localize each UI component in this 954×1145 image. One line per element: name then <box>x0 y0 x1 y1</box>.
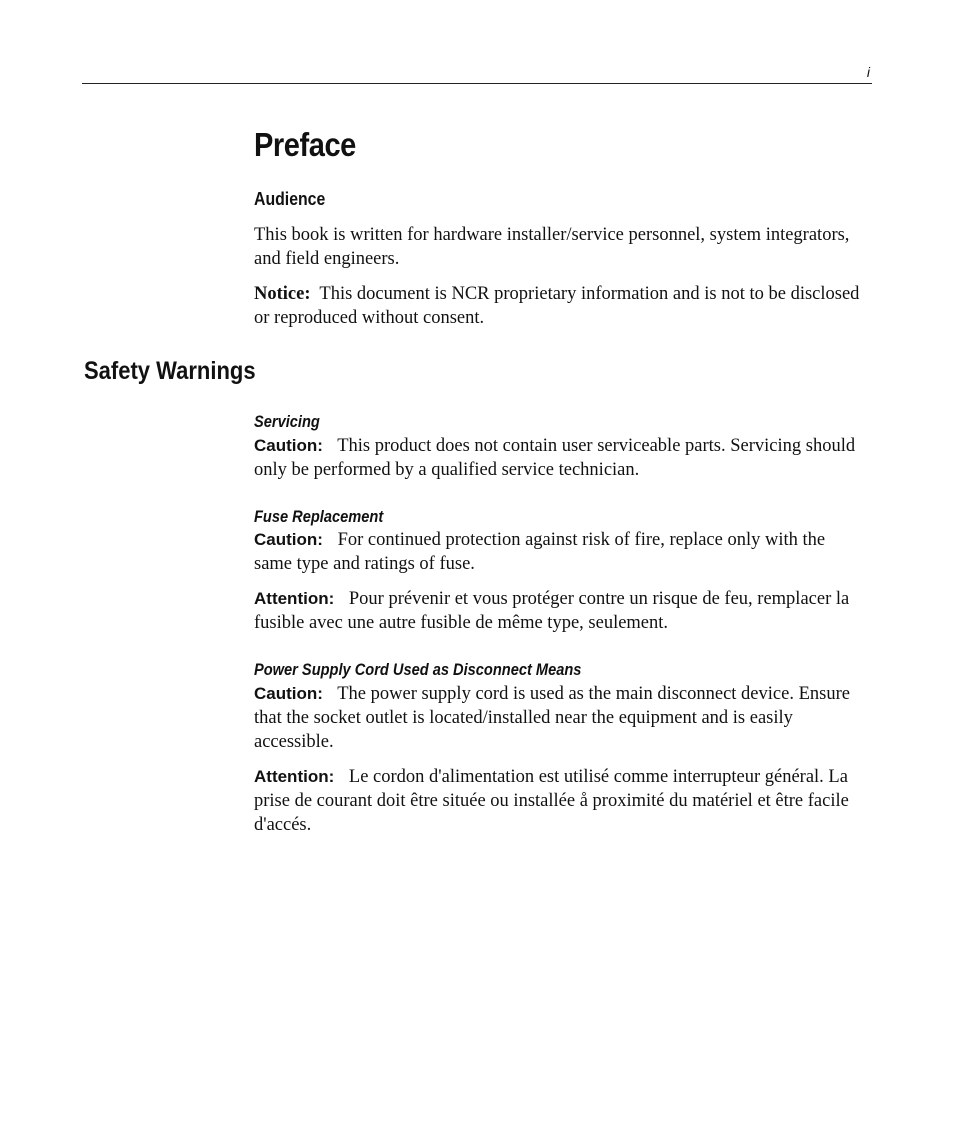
fuse-attention <box>254 587 866 635</box>
notice-paragraph <box>254 282 866 330</box>
servicing-heading: Servicing <box>254 412 320 431</box>
servicing-caution <box>254 434 866 482</box>
audience-heading: Audience <box>254 189 326 209</box>
power-cord-heading: Power Supply Cord Used as Disconnect Means <box>254 660 582 679</box>
power-attention-text: Le cordon d'alimentation est utilisé comme interrupteur général. La prise de courant doit être située ou installée å proximité du matériel et être facile d'accés. <box>254 767 849 835</box>
power-attention <box>254 765 866 837</box>
fuse-caution <box>254 528 866 576</box>
fuse-caution-label: Caution: <box>254 530 323 549</box>
fuse-attention-text: Pour prévenir et vous protéger contre un risque de feu, remplacer la fusible avec une autre fusible de même type, seulement. <box>254 589 850 633</box>
fuse-caution-text: For continued protection against risk of fire, replace only with the same type and ratings of fuse. <box>254 530 826 574</box>
power-caution <box>254 682 866 754</box>
safety-warnings-heading: Safety Warnings <box>84 357 256 385</box>
servicing-caution-text: This product does not contain user serviceable parts. Servicing should only be performed by a qualified service technician. <box>254 436 856 480</box>
notice-text: This document is NCR proprietary information and is not to be disclosed or reproduced without consent. <box>254 284 860 328</box>
page-number: i <box>866 64 870 80</box>
fuse-replacement-heading: Fuse Replacement <box>254 507 384 526</box>
servicing-caution-label: Caution: <box>254 436 323 455</box>
power-caution-label: Caution: <box>254 684 323 703</box>
audience-text: This book is written for hardware installer/service personnel, system integrators, and field engineers. <box>254 225 850 269</box>
header-rule <box>82 83 872 84</box>
power-caution-text: The power supply cord is used as the main disconnect device. Ensure that the socket outlet is located/installed near the equipment and is easily accessible. <box>254 684 850 752</box>
page-title: Preface <box>254 126 356 163</box>
power-attention-label: Attention: <box>254 767 335 786</box>
notice-label: Notice: <box>254 284 311 304</box>
fuse-attention-label: Attention: <box>254 589 335 608</box>
